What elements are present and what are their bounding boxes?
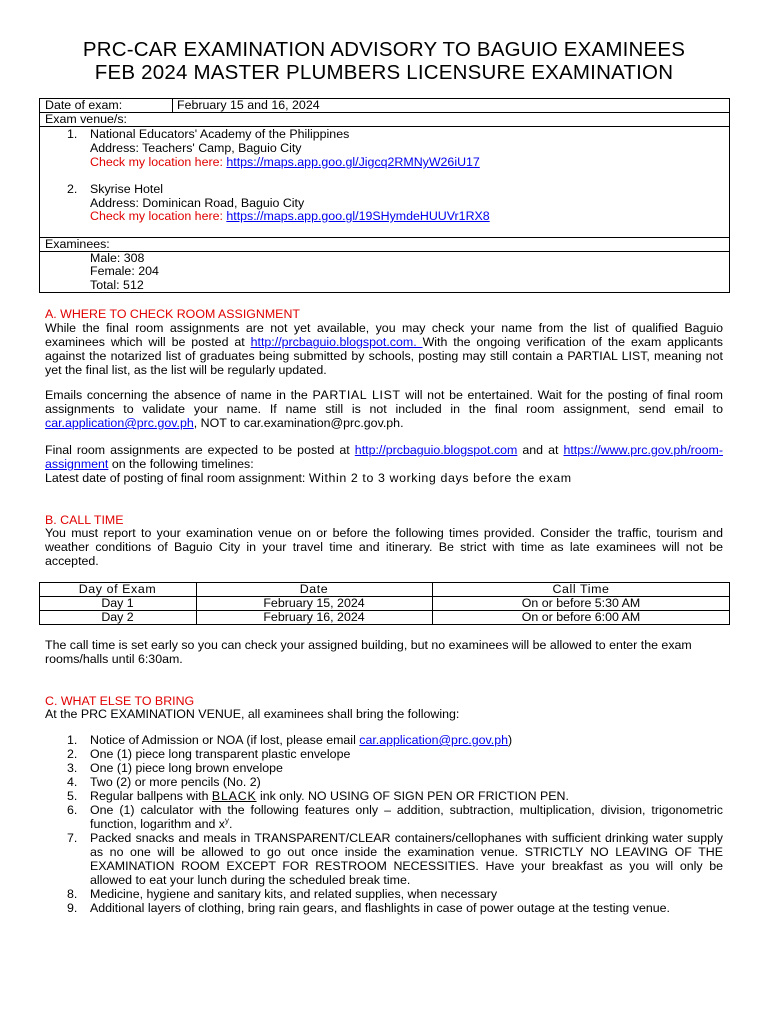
venue-label: Exam venue/s: xyxy=(45,112,127,126)
text: While the final room assignments are not yet available, you may check your name from the list of qualified Baguio examinees which will be posted at xyxy=(45,321,723,349)
section-a-paragraph-1 xyxy=(45,321,723,377)
divider xyxy=(39,237,730,238)
section-b-heading: B. CALL TIME xyxy=(45,513,124,527)
room-assignment-link[interactable]: https://www.prc.gov.ph/room-assignment xyxy=(45,443,723,471)
latest-date-value: Within 2 to 3 working days before the exam xyxy=(308,471,572,485)
list-item xyxy=(45,887,723,901)
title-line-2: FEB 2024 MASTER PLUMBERS LICENSURE EXAMINATION xyxy=(94,61,674,84)
text: Additional layers of clothing, bring rain gears, and flashlights in case of power outage at the testing venue. xyxy=(90,901,670,915)
list-item xyxy=(45,775,723,789)
check-location-label: Check my location here: xyxy=(90,155,227,169)
divider xyxy=(172,98,173,112)
date-label: Date of exam: xyxy=(45,98,123,112)
section-a-heading: A. WHERE TO CHECK ROOM ASSIGNMENT xyxy=(45,307,300,321)
item-number: 1. xyxy=(67,733,78,747)
list-item xyxy=(45,761,723,775)
venue-name: Skyrise Hotel xyxy=(90,182,163,196)
section-c-intro: At the PRC EXAMINATION VENUE, all examinees shall bring the following: xyxy=(45,707,460,721)
text: One (1) piece long transparent plastic envelope xyxy=(90,747,351,761)
venue-name: National Educators' Academy of the Philippines xyxy=(90,127,350,141)
text: Final room assignments are expected to be posted at xyxy=(45,443,355,457)
section-b-paragraph-2: The call time is set early so you can check your assigned building, but no examinees will be allowed to enter the exam rooms/halls until 6:30am. xyxy=(45,638,692,666)
item-number: 5. xyxy=(67,789,78,803)
text: One (1) piece long brown envelope xyxy=(90,761,283,775)
application-email-link[interactable]: car.application@prc.gov.ph xyxy=(45,416,194,430)
table-cell: February 15, 2024 xyxy=(263,596,365,610)
divider xyxy=(39,112,730,113)
text: Latest date of posting of final room assignment: xyxy=(45,471,309,485)
column-header: Date xyxy=(299,582,329,596)
date-value: February 15 and 16, 2024 xyxy=(177,98,320,112)
text: Two (2) or more pencils (No. 2) xyxy=(90,775,261,789)
text: Regular ballpens with xyxy=(90,789,212,803)
text: ) xyxy=(508,733,513,747)
text: , NOT to car.examination@prc.gov.ph. xyxy=(193,416,404,430)
list-item xyxy=(45,831,723,887)
text: One (1) calculator with the following features only – addition, subtraction, multiplication, division, trigonometric function, logarithm and x xyxy=(90,803,723,831)
table-cell: Day 2 xyxy=(101,610,134,624)
venue-map-link[interactable]: https://maps.app.goo.gl/Jigcq2RMNyW26iU17 xyxy=(226,155,480,169)
item-number: 4. xyxy=(67,775,78,789)
examinees-label: Examinees: xyxy=(45,237,110,251)
text: Packed snacks and meals in TRANSPARENT/CLEAR containers/cellophanes with sufficient drinking water supply as no one will be allowed to go out once inside the examination venue. STRICTLY NO LEAVING OF THE EXAMINATION ROOM EXCEPT FOR RESTROOM NECESSITIES. Have your breakfast as you will only be allowed to eat your lunch during the scheduled break time. xyxy=(90,831,723,887)
item-number: 3. xyxy=(67,761,78,775)
table-cell: February 16, 2024 xyxy=(263,610,365,624)
title-line-1: PRC-CAR EXAMINATION ADVISORY TO BAGUIO EXAMINEES xyxy=(82,38,686,61)
item-number: 9. xyxy=(67,901,78,915)
examinees-female: Female: 204 xyxy=(90,264,159,278)
venue-address: Address: Dominican Road, Baguio City xyxy=(90,196,305,210)
item-number: 6. xyxy=(67,803,78,817)
section-c-heading: C. WHAT ELSE TO BRING xyxy=(45,694,195,708)
examinees-total: Total: 512 xyxy=(90,278,144,292)
text: Emails concerning the absence of name in the xyxy=(45,388,313,402)
check-location-label: Check my location here: xyxy=(90,209,227,223)
text: and at xyxy=(517,443,564,457)
section-a-paragraph-3 xyxy=(45,443,723,471)
list-item xyxy=(45,789,723,803)
list-item xyxy=(45,733,723,747)
venue-address: Address: Teachers' Camp, Baguio City xyxy=(90,141,302,155)
text: Notice of Admission or NOA (if lost, please email xyxy=(90,733,360,747)
examinees-male: Male: 308 xyxy=(90,251,145,265)
bring-list xyxy=(45,733,723,915)
section-a-paragraph-2 xyxy=(45,388,723,430)
text: With the ongoing verification of the exam applicants against the notarized list of graduates being submitted by schools, posting may still contain a PARTIAL LIST, meaning not yet the final list, as the list will be regularly updated. xyxy=(45,335,723,377)
text: . xyxy=(229,817,233,831)
item-number: 2. xyxy=(67,747,78,761)
text: ink only. NO USING OF SIGN PEN OR FRICTION PEN. xyxy=(256,789,569,803)
black-ink-text: BLACK xyxy=(211,789,257,803)
list-item xyxy=(45,747,723,761)
superscript: y xyxy=(225,815,229,825)
list-item xyxy=(45,901,723,915)
blogspot-link[interactable]: http://prcbaguio.blogspot.com. xyxy=(250,335,423,349)
venue-location-line xyxy=(90,155,480,169)
table-cell: On or before 6:00 AM xyxy=(521,610,641,624)
section-a-latest-date xyxy=(45,471,723,485)
venue-number: 2. xyxy=(67,182,78,196)
venue-location-line xyxy=(90,209,490,223)
column-header: Day of Exam xyxy=(78,582,157,596)
blogspot-link[interactable]: http://prcbaguio.blogspot.com xyxy=(354,443,518,457)
column-header: Call Time xyxy=(552,582,610,596)
application-email-link[interactable]: car.application@prc.gov.ph xyxy=(359,733,508,747)
venue-map-link[interactable]: https://maps.app.goo.gl/19SHymdeHUUVr1RX8 xyxy=(226,209,490,223)
partial-list-text: PARTIAL LIST xyxy=(312,388,401,402)
text: will not be entertained. Wait for the posting of final room assignments to validate your name. If name still is not included in the final room assignment, send email to xyxy=(45,388,724,416)
item-number: 7. xyxy=(67,831,78,845)
section-b-paragraph-1: You must report to your examination venue on or before the following times provided. Consider the traffic, tourism and weather conditions of Baguio City in your travel time and itinerary. Be strict with time as late examinees will not be accepted. xyxy=(45,526,723,568)
venue-number: 1. xyxy=(67,127,78,141)
table-cell: Day 1 xyxy=(101,596,134,610)
text: Medicine, hygiene and sanitary kits, and related supplies, when necessary xyxy=(90,887,498,901)
list-item xyxy=(45,803,723,831)
text: on the following timelines: xyxy=(108,457,254,471)
table-cell: On or before 5:30 AM xyxy=(521,596,641,610)
item-number: 8. xyxy=(67,887,78,901)
